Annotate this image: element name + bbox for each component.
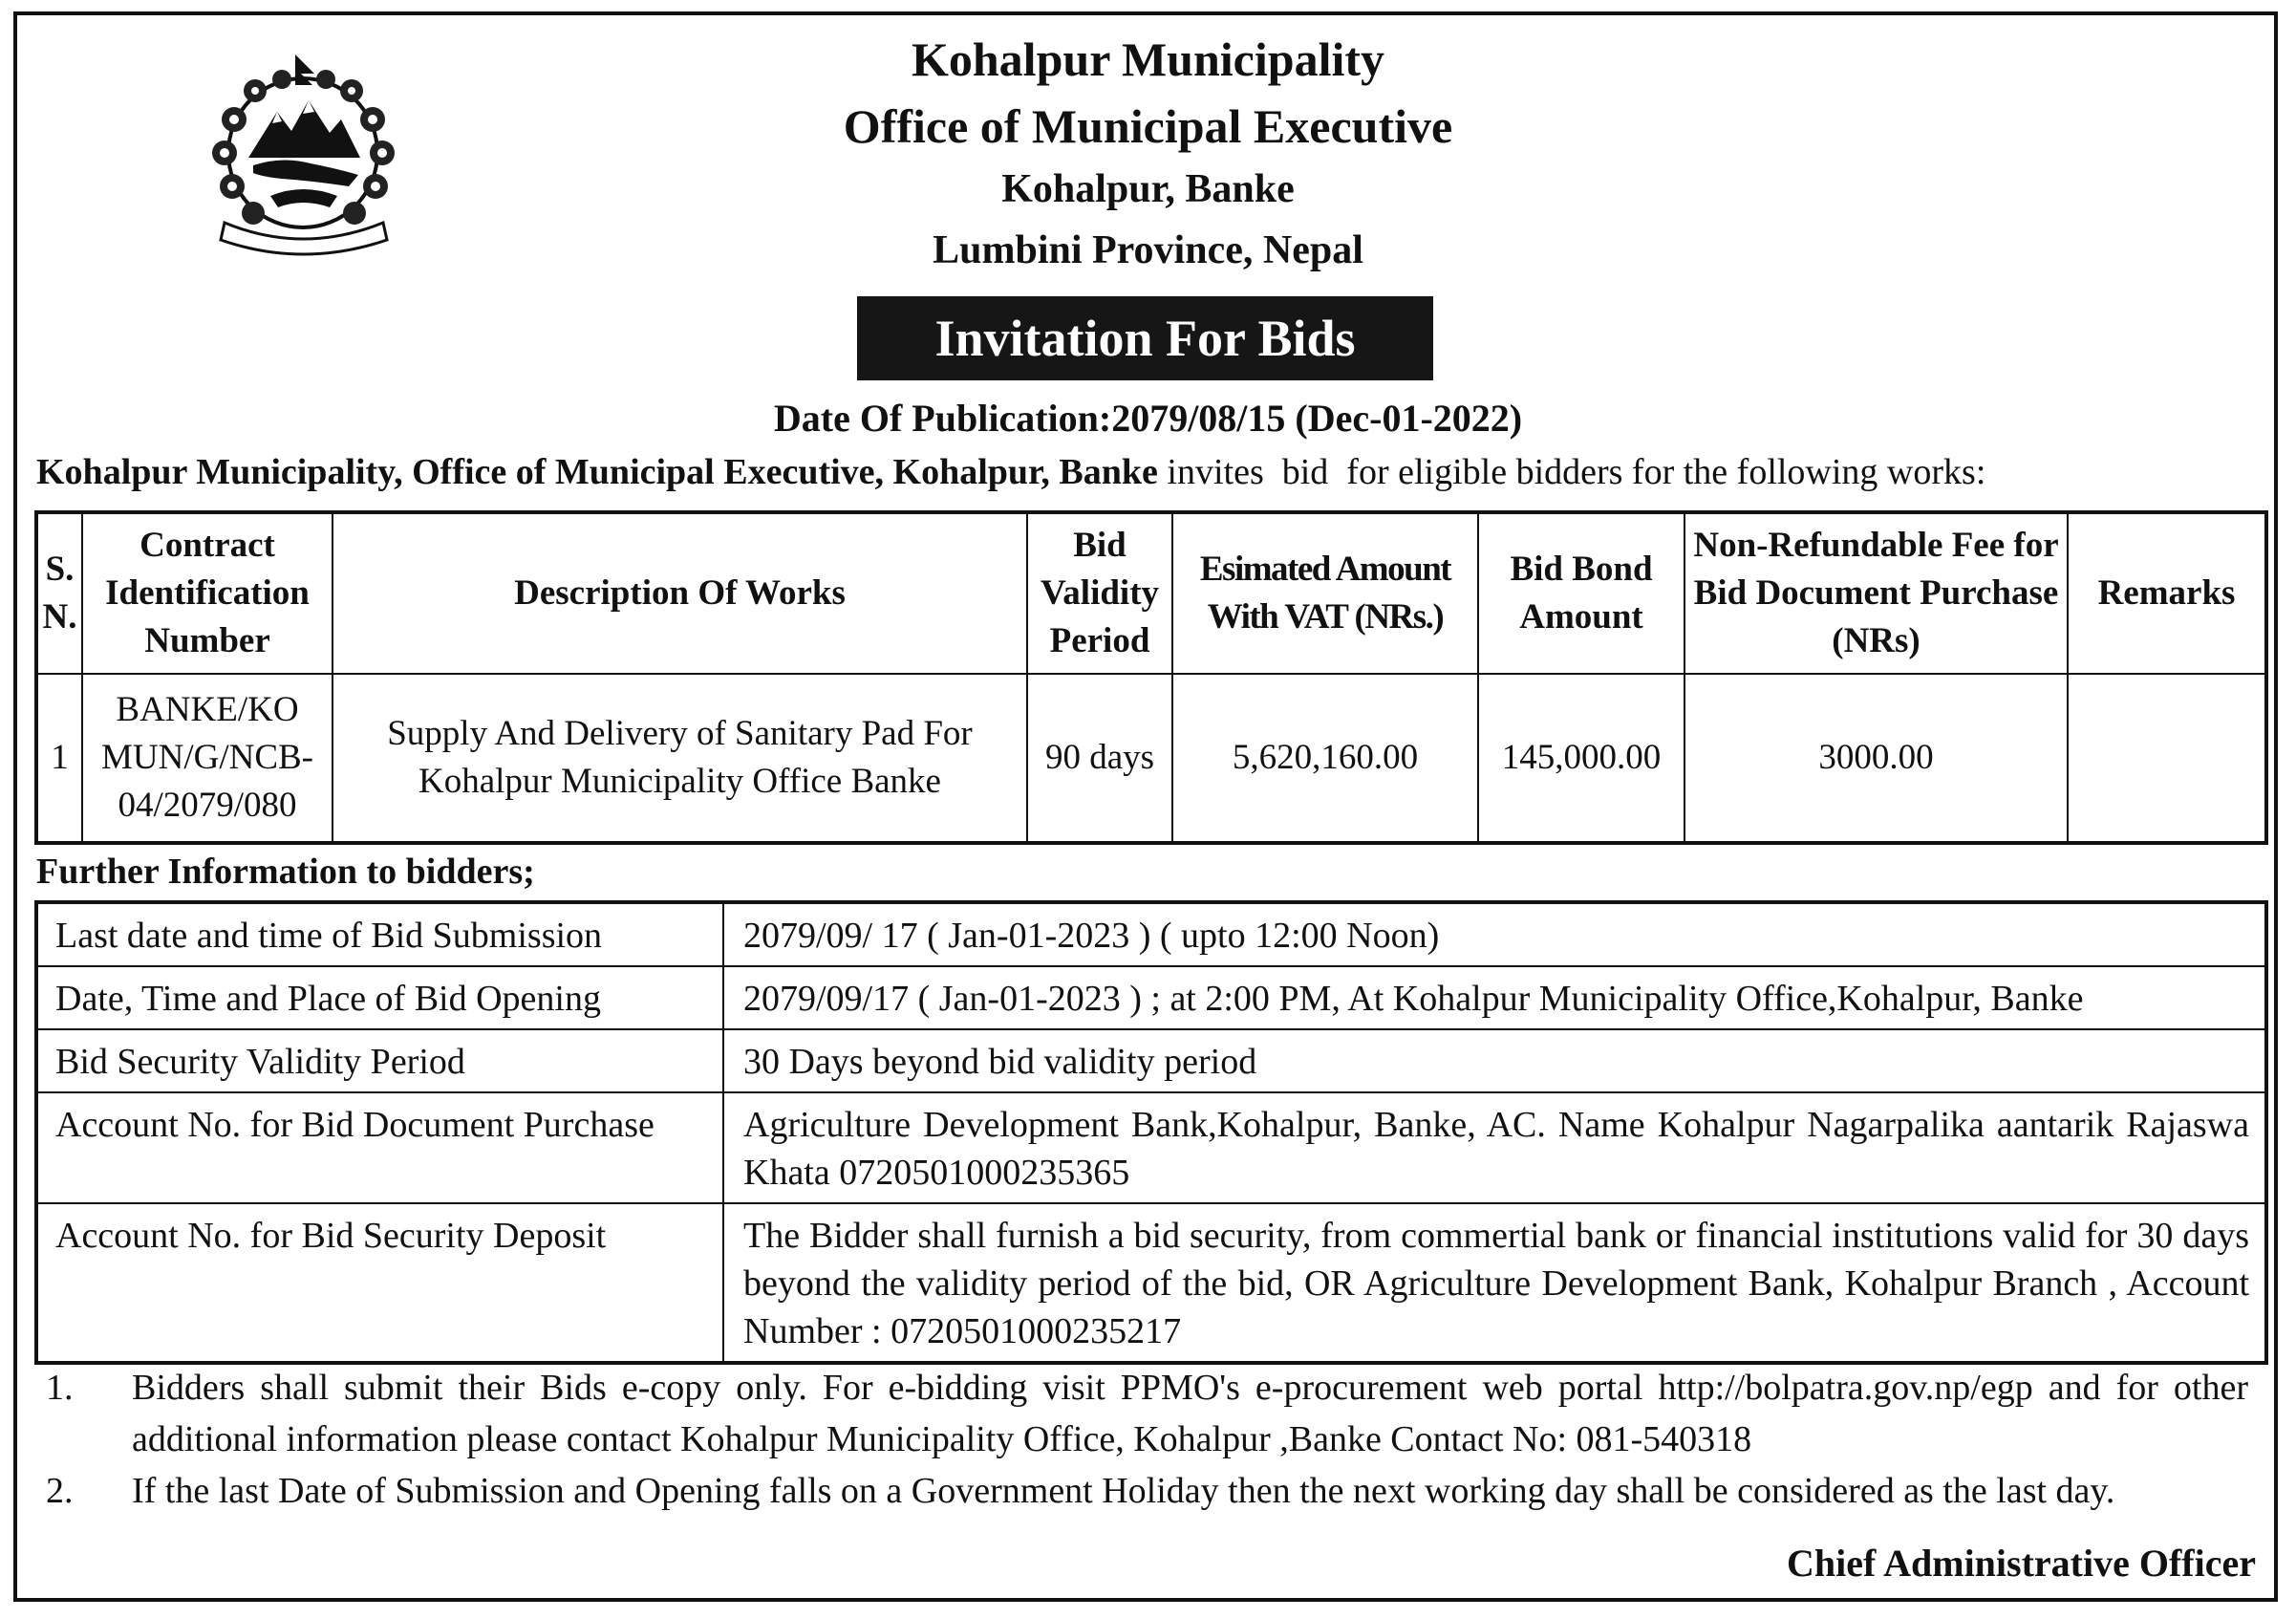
- col-header-fee: Non-Refundable Fee for Bid Document Purchase (NRs): [1684, 512, 2068, 674]
- municipality-name: Kohalpur Municipality: [911, 32, 1385, 86]
- cell-estimated-amount: 5,620,160.00: [1172, 674, 1478, 843]
- office-location: Kohalpur, Banke: [1001, 167, 1295, 211]
- info-row: [36, 1092, 2266, 1203]
- info-row: [36, 1029, 2266, 1092]
- intro-org: Kohalpur Municipality, Office of Municipal Executive, Kohalpur, Banke: [36, 452, 1158, 492]
- cell-sn: 1: [36, 674, 82, 843]
- intro-rest: invites bid for eligible bidders for the following works:: [1157, 452, 1986, 492]
- works-table: [34, 510, 2268, 845]
- notes-list: [46, 1362, 2248, 1517]
- works-table-header: [36, 512, 2266, 674]
- info-row: [36, 902, 2266, 966]
- info-value: 30 Days beyond bid validity period: [723, 1029, 2266, 1092]
- col-header-description: Description Of Works: [333, 512, 1027, 674]
- further-info-table: [34, 900, 2268, 1365]
- info-label: Last date and time of Bid Submission: [36, 902, 723, 966]
- info-label: Account No. for Bid Security Deposit: [36, 1203, 723, 1363]
- intro-text: [36, 451, 1985, 493]
- notice-title: Invitation For Bids: [857, 296, 1433, 380]
- office-name: Office of Municipal Executive: [843, 99, 1453, 153]
- info-value: 2079/09/17 ( Jan-01-2023 ) ; at 2:00 PM, At Kohalpur Municipality Office,Kohalpur, Banke: [723, 966, 2266, 1029]
- col-header-remarks: Remarks: [2068, 512, 2266, 674]
- cell-contract-id: BANKE/KO MUN/G/NCB- 04/2079/080: [82, 674, 333, 843]
- note-text: If the last Date of Submission and Opening falls on a Government Holiday then the next working day shall be considered as the last day.: [132, 1471, 2115, 1511]
- info-label: Account No. for Bid Document Purchase: [36, 1092, 723, 1203]
- publication-date: Date Of Publication:2079/08/15 (Dec-01-2022): [773, 397, 1523, 440]
- list-item: [46, 1362, 2248, 1465]
- info-label: Bid Security Validity Period: [36, 1029, 723, 1092]
- col-header-sn: S. N.: [36, 512, 82, 674]
- col-header-contract-id: Contract Identification Number: [82, 512, 333, 674]
- col-header-validity: Bid Validity Period: [1027, 512, 1172, 674]
- info-value: The Bidder shall furnish a bid security, from commertial bank or financial institutions valid for 30 days beyond the validity period of the bid, OR Agriculture Development Bank, Kohalpur Branch , Account Number : 0720501000235217: [723, 1203, 2266, 1363]
- cell-remarks: [2068, 674, 2266, 843]
- province-country: Lumbini Province, Nepal: [933, 228, 1363, 272]
- info-value: 2079/09/ 17 ( Jan-01-2023 ) ( upto 12:00 Noon): [723, 902, 2266, 966]
- note-number: 2.: [46, 1471, 74, 1511]
- info-row: [36, 1203, 2266, 1363]
- col-header-bid-bond: Bid Bond Amount: [1478, 512, 1684, 674]
- cell-validity: 90 days: [1027, 674, 1172, 843]
- col-header-estimated-amount: Esimated Amount With VAT (NRs.): [1172, 512, 1478, 674]
- further-info-title: Further Information to bidders;: [36, 852, 535, 892]
- cell-description: Supply And Delivery of Sanitary Pad For Kohalpur Municipality Office Banke: [333, 674, 1027, 843]
- note-text: Bidders shall submit their Bids e-copy only. For e-bidding visit PPMO's e-procurement web portal http://bolpatra.gov.np/egp and for other additional information please contact Kohalpur Municipality Office, Kohalpur ,Banke Contact No: 081-540318: [132, 1368, 2248, 1459]
- table-row: [36, 674, 2266, 843]
- cell-bid-bond: 145,000.00: [1478, 674, 1684, 843]
- info-value: Agriculture Development Bank,Kohalpur, Banke, AC. Name Kohalpur Nagarpalika aantarik Rajaswa Khata 0720501000235365: [723, 1092, 2266, 1203]
- cell-fee: 3000.00: [1684, 674, 2068, 843]
- signatory: Chief Administrative Officer: [1787, 1542, 2256, 1585]
- info-label: Date, Time and Place of Bid Opening: [36, 966, 723, 1029]
- info-row: [36, 966, 2266, 1029]
- list-item: [46, 1465, 2248, 1517]
- note-number: 1.: [46, 1368, 74, 1408]
